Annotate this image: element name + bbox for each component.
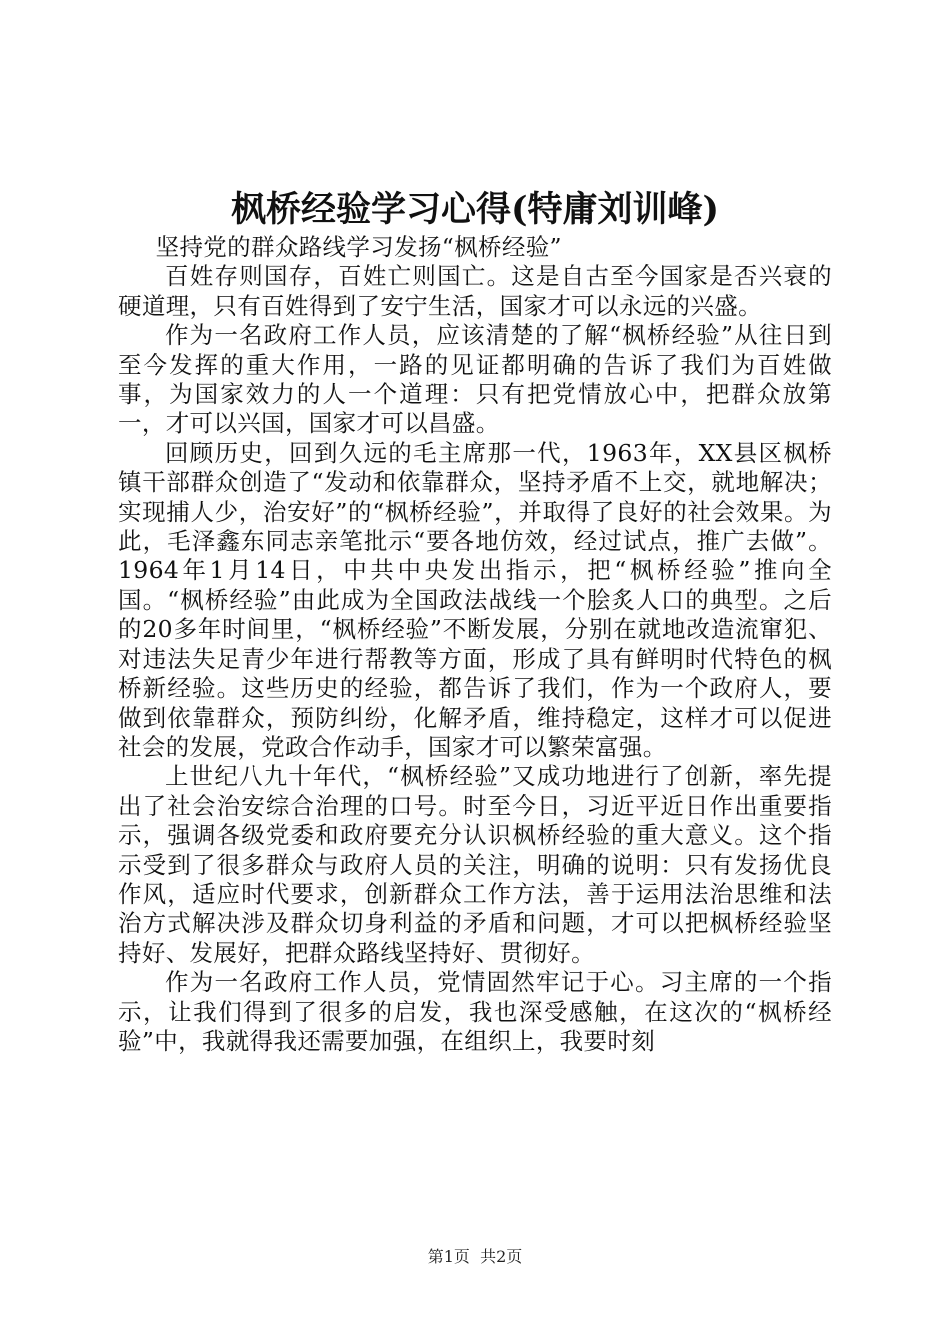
page-total: 共2页 xyxy=(480,1247,523,1266)
page-footer xyxy=(0,1246,950,1268)
paragraph-3: 回顾历史，回到久远的毛主席那一代，1963年，XX县区枫桥镇干部群众创造了“发动和依靠群众，坚持矛盾不上交，就地解决；实现捕人少，治安好”的“枫桥经验”，并取得了良好的社会效果。为此，毛泽鑫东同志亲笔批示“要各地仿效，经过试点，推广去做”。1964年1月14日，中共中央发出指示，把“枫桥经验”推向全国。“枫桥经验”由此成为全国政法战线一个脍炙人口的典型。之后的20多年时间里，“枫桥经验”不断发展，分别在就地改造流窜犯、对违法失足青少年进行帮教等方面，形成了具有鲜明时代特色的枫桥新经验。这些历史的经验，都告诉了我们，作为一个政府人，要做到依靠群众，预防纠纷，化解矛盾，维持稳定，这样才可以促进社会的发展，党政合作动手，国家才可以繁荣富强。 xyxy=(118,438,832,761)
page-number: 第1页 xyxy=(427,1247,470,1266)
document-subtitle: 坚持党的群众路线学习发扬“枫桥经验” xyxy=(155,233,562,261)
paragraph-4: 上世纪八九十年代，“枫桥经验”又成功地进行了创新，率先提出了社会治安综合治理的口号。时至今日，习近平近日作出重要指示，强调各级党委和政府要充分认识枫桥经验的重大意义。这个指示受到了很多群众与政府人员的关注，明确的说明：只有发扬优良作风，适应时代要求，创新群众工作方法，善于运用法治思维和法治方式解决涉及群众切身利益的矛盾和问题，才可以把枫桥经验坚持好、发展好，把群众路线坚持好、贯彻好。 xyxy=(118,762,832,967)
document-body xyxy=(118,233,832,1056)
paragraph-1: 百姓存则国存，百姓亡则国亡。这是自古至今国家是否兴衰的硬道理，只有百姓得到了安宁生活，国家才可以永远的兴盛。 xyxy=(118,262,832,320)
paragraph-5: 作为一名政府工作人员，党情固然牢记于心。习主席的一个指示，让我们得到了很多的启发，我也深受感触，在这次的“枫桥经验”中，我就得我还需要加强，在组织上，我要时刻 xyxy=(118,968,832,1055)
page-title: 枫桥经验学习心得(特庸刘训峰) xyxy=(230,189,720,230)
paragraph-2: 作为一名政府工作人员，应该清楚的了解“枫桥经验”从往日到至今发挥的重大作用，一路的见证都明确的告诉了我们为百姓做事，为国家效力的人一个道理：只有把党情放心中，把群众放第一，才可以兴国，国家才可以昌盛。 xyxy=(118,321,832,438)
